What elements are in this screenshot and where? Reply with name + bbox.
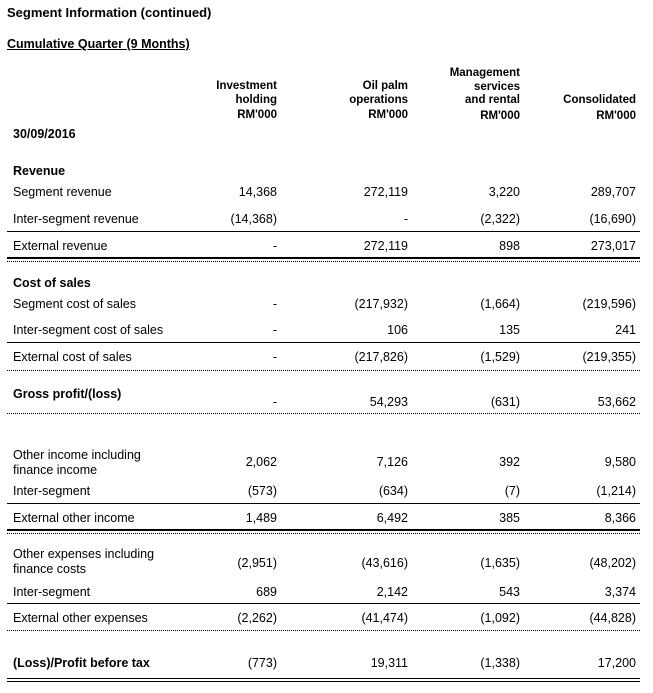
cell-consolidated: 8,366 bbox=[604, 511, 636, 525]
cell-management: (1,338) bbox=[480, 656, 520, 670]
row-label-line: Other expenses including bbox=[13, 547, 155, 561]
column-header-line: services bbox=[473, 80, 520, 93]
cell-oil-palm: 7,126 bbox=[376, 455, 408, 469]
date-label: 30/09/2016 bbox=[13, 127, 76, 141]
row-divider bbox=[7, 231, 640, 232]
cell-management: (631) bbox=[490, 395, 520, 409]
cell-management: 385 bbox=[499, 511, 520, 525]
cell-oil-palm: (634) bbox=[378, 484, 408, 498]
cell-oil-palm: - bbox=[403, 212, 408, 226]
row-label: External other expenses bbox=[13, 611, 148, 625]
double-rule-top bbox=[7, 678, 640, 679]
row-label: (Loss)/Profit before tax bbox=[13, 656, 150, 670]
cell-investment: - bbox=[272, 297, 277, 311]
cell-investment: - bbox=[272, 239, 277, 253]
cell-investment: 1,489 bbox=[245, 511, 277, 525]
row-label: Gross profit/(loss) bbox=[13, 387, 122, 401]
section-dotted-rule bbox=[7, 370, 640, 371]
cell-investment: (773) bbox=[247, 656, 277, 670]
column-header-unit: RM'000 bbox=[368, 109, 408, 121]
section-total-dotted-rule bbox=[7, 261, 640, 262]
cell-oil-palm: 106 bbox=[387, 323, 408, 337]
cell-consolidated: 289,707 bbox=[590, 185, 636, 199]
row-label-line: Other income including bbox=[13, 448, 141, 462]
cell-consolidated: 273,017 bbox=[590, 239, 636, 253]
cell-oil-palm: (43,616) bbox=[361, 556, 408, 570]
cell-investment: 14,368 bbox=[238, 185, 277, 199]
cell-oil-palm: (217,932) bbox=[354, 297, 408, 311]
row-label bbox=[13, 547, 154, 577]
cell-consolidated: 9,580 bbox=[604, 455, 636, 469]
section-total-rule bbox=[7, 257, 640, 259]
cell-consolidated: 241 bbox=[615, 323, 636, 337]
cell-consolidated: (219,596) bbox=[582, 297, 636, 311]
column-header-unit: RM'000 bbox=[480, 109, 520, 122]
cell-management: 898 bbox=[499, 239, 520, 253]
column-header-consolidated bbox=[563, 94, 636, 123]
row-label: Inter-segment bbox=[13, 585, 91, 599]
double-rule-bottom bbox=[7, 681, 640, 682]
column-header-unit: RM'000 bbox=[237, 109, 277, 121]
cell-management: 543 bbox=[499, 585, 520, 599]
cell-oil-palm: (41,474) bbox=[361, 611, 408, 625]
section-total-rule bbox=[7, 529, 640, 531]
column-header-oil-palm bbox=[349, 80, 408, 123]
cell-consolidated: (48,202) bbox=[589, 556, 636, 570]
column-header-line: Investment bbox=[216, 80, 277, 92]
cell-investment: 689 bbox=[256, 585, 277, 599]
cell-consolidated: 53,662 bbox=[597, 395, 636, 409]
column-header-line: and rental bbox=[465, 94, 520, 106]
column-header-line: operations bbox=[349, 93, 408, 106]
cell-management: (2,322) bbox=[480, 212, 520, 226]
cell-investment: - bbox=[272, 395, 277, 409]
cell-oil-palm: 2,142 bbox=[376, 585, 408, 599]
row-divider bbox=[7, 603, 640, 604]
column-header-unit: RM'000 bbox=[596, 109, 636, 122]
cell-investment: (2,951) bbox=[237, 556, 277, 570]
row-label: External other income bbox=[13, 511, 135, 525]
cell-oil-palm: 54,293 bbox=[369, 395, 408, 409]
row-label-line: finance costs bbox=[13, 562, 86, 576]
row-label: Segment revenue bbox=[13, 185, 112, 199]
cell-management: (7) bbox=[504, 484, 520, 498]
cell-oil-palm: 19,311 bbox=[370, 656, 408, 670]
row-label: Inter-segment cost of sales bbox=[13, 323, 164, 337]
cell-consolidated: 17,200 bbox=[597, 656, 636, 670]
column-header-line: Management bbox=[449, 67, 520, 79]
row-label: Inter-segment revenue bbox=[13, 212, 139, 226]
cell-management: 135 bbox=[499, 323, 520, 337]
page-title: Segment Information (continued) bbox=[7, 5, 212, 20]
cell-investment: (573) bbox=[247, 484, 277, 498]
cell-consolidated: (44,828) bbox=[589, 611, 636, 625]
cell-management: (1,664) bbox=[480, 297, 520, 311]
row-label: Segment cost of sales bbox=[13, 297, 136, 311]
cell-oil-palm: 6,492 bbox=[376, 511, 408, 525]
cell-oil-palm: 272,119 bbox=[363, 239, 408, 253]
column-header-line: holding bbox=[235, 93, 277, 106]
cell-consolidated: (16,690) bbox=[589, 212, 636, 226]
cell-investment: (14,368) bbox=[230, 212, 277, 226]
row-label: External cost of sales bbox=[13, 350, 132, 364]
section-dotted-rule bbox=[7, 630, 640, 631]
section-total-dotted-rule bbox=[7, 533, 640, 534]
column-header-investment-holding bbox=[216, 80, 277, 123]
cell-management: (1,529) bbox=[480, 350, 520, 364]
cell-consolidated: 3,374 bbox=[604, 585, 636, 599]
cell-consolidated: (1,214) bbox=[596, 484, 636, 498]
cell-management: 392 bbox=[499, 455, 520, 469]
row-divider bbox=[7, 342, 640, 343]
cell-oil-palm: (217,826) bbox=[354, 350, 408, 364]
cell-management: (1,092) bbox=[480, 611, 520, 625]
row-label bbox=[13, 448, 141, 478]
section-dotted-rule bbox=[7, 413, 640, 414]
cell-oil-palm: 272,119 bbox=[363, 185, 408, 199]
row-divider bbox=[7, 503, 640, 504]
section-heading-revenue: Revenue bbox=[13, 164, 66, 178]
cell-investment: (2,262) bbox=[237, 611, 277, 625]
section-heading-cost-of-sales: Cost of sales bbox=[13, 276, 91, 290]
cell-investment: 2,062 bbox=[245, 455, 277, 469]
cell-investment: - bbox=[272, 350, 277, 364]
column-header-management-services bbox=[450, 67, 520, 123]
row-label: External revenue bbox=[13, 239, 108, 253]
column-header-line: Consolidated bbox=[563, 94, 636, 106]
cell-management: 3,220 bbox=[488, 185, 520, 199]
cell-consolidated: (219,355) bbox=[582, 350, 636, 364]
row-label: Inter-segment bbox=[13, 484, 91, 498]
row-label-line: finance income bbox=[13, 463, 98, 477]
cell-investment: - bbox=[272, 323, 277, 337]
period-subtitle: Cumulative Quarter (9 Months) bbox=[7, 37, 190, 51]
cell-management: (1,635) bbox=[480, 556, 520, 570]
column-header-line: Oil palm bbox=[362, 80, 408, 92]
